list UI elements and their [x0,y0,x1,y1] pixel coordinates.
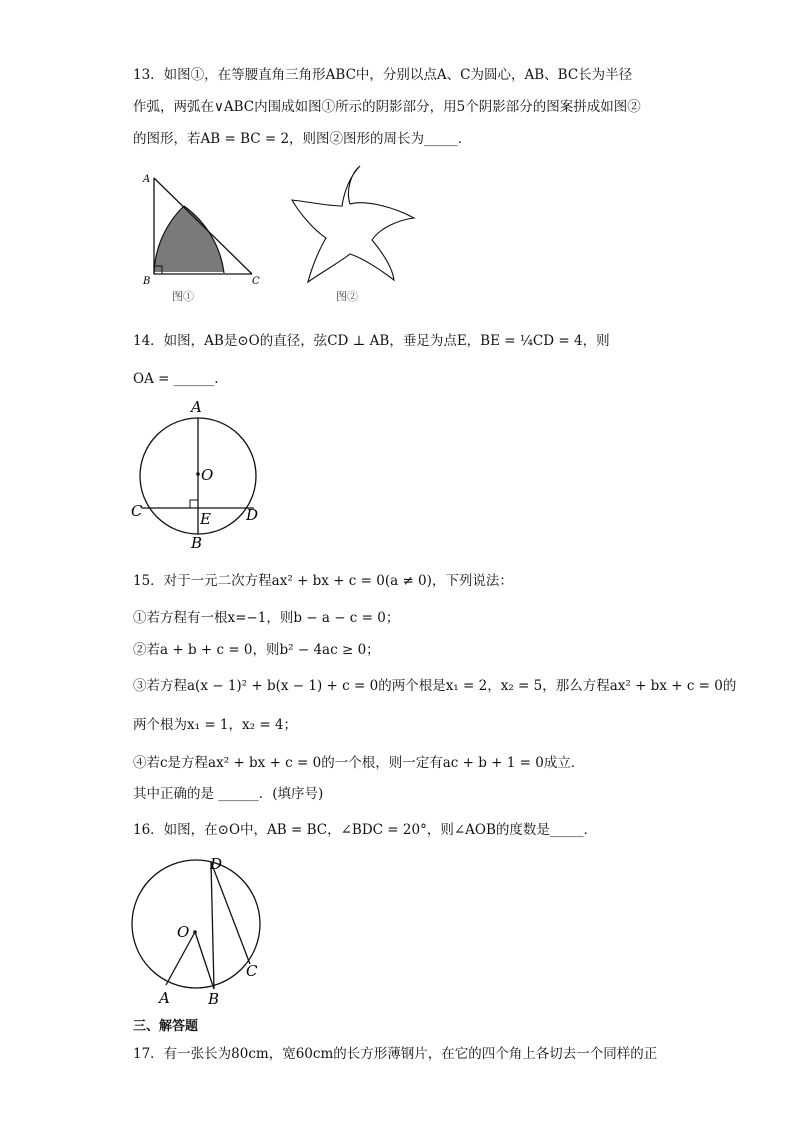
fig2-caption: 图② [336,290,358,303]
q16-label-a: A [159,989,170,1007]
q14-label-d: D [246,506,259,524]
q16-line-1: 16．如图，在⊙O中，AB = BC，∠BDC = 20°，则∠AOB的度数是_____． [133,822,598,838]
q15-line-1: 15．对于一元二次方程ax² + bx + c = 0(a ≠ 0)，下列说法： [133,573,513,589]
fig1-caption: 图① [172,290,194,303]
q13-line-1: 13．如图①，在等腰直角三角形ABC中，分别以点A、C为圆心，AB、BC长为半径 [133,67,633,83]
q13-line-3: 的图形，若AB = BC = 2，则图②图形的周长为_____． [133,131,472,147]
q13-figure-1 [140,170,270,305]
q15-statement-2: ②若a + b + c = 0，则b² − 4ac ≥ 0； [133,642,380,658]
q16-figure [126,852,276,1012]
q14-label-a: A [191,398,202,416]
q15-statement-4: ④若c是方程ax² + bx + c = 0的一个根，则一定有ac + b + 1 = 0成立． [133,755,585,771]
section-heading-answers: 三、解答题 [133,1019,199,1034]
q13-figure-2 [288,164,418,284]
q14-label-e: E [200,510,211,528]
q16-label-d: D [210,855,223,873]
q14-line-1: 14．如图，AB是⊙O的直径，弦CD ⊥ AB，垂足为点E，BE = ¼CD = 4，则 [133,333,610,349]
q14-label-b: B [191,534,203,552]
q13-line-2: 作弧，两弧在∨ABC内围成如图①所示的阴影部分，用5个阴影部分的图案拼成如图② [133,99,641,115]
q17-line-1: 17．有一张长为80cm，宽60cm的长方形薄钢片，在它的四个角上各切去一个同样的正 [133,1046,658,1062]
q15-statement-3: ③若方程a(x − 1)² + b(x − 1) + c = 0的两个根是x₁ = 2，x₂ = 5，那么方程ax² + bx + c = 0的 [133,678,737,694]
q14-label-o: O [201,466,214,484]
q15-answer-line: 其中正确的是 ______．(填序号) [133,786,324,802]
fig1-label-a: A [143,174,151,185]
q14-figure [128,396,278,556]
fig1-label-b: B [143,276,151,287]
q14-label-c: C [131,502,143,520]
q16-label-o: O [177,923,190,941]
q14-line-2: OA = ______. [133,371,219,387]
q15-statement-1: ①若方程有一根x=−1，则b − a − c = 0； [133,610,400,626]
fig1-label-c: C [252,276,260,287]
q15-statement-3-cont: 两个根为x₁ = 1，x₂ = 4； [133,717,298,733]
q16-label-b: B [208,990,220,1008]
q16-label-c: C [246,962,258,980]
